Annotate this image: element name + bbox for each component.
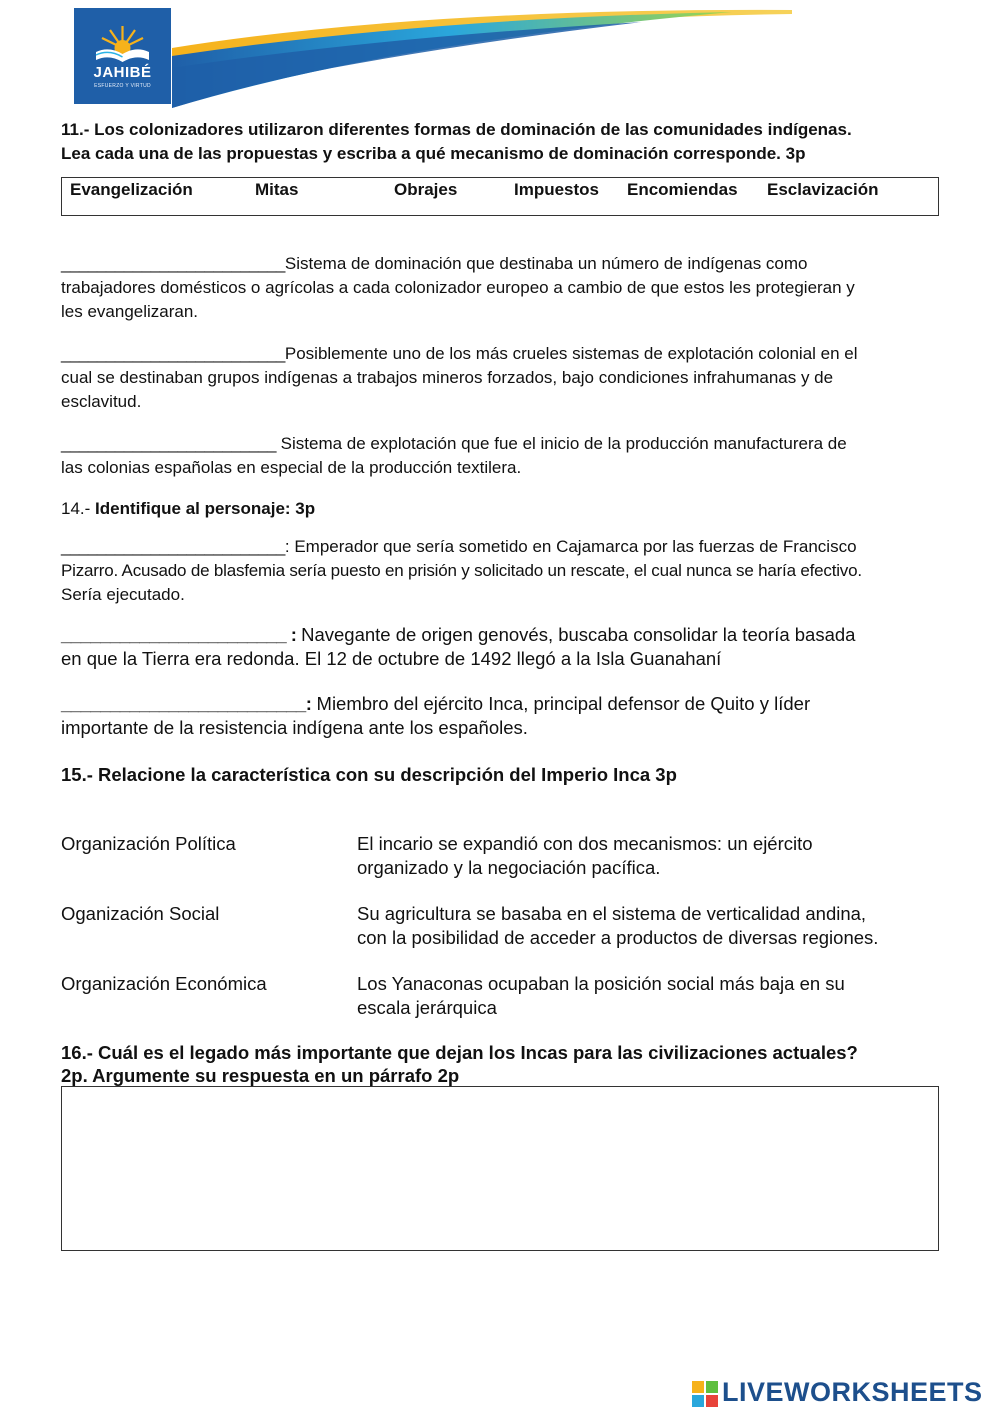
answer-blank[interactable]: _________________________ — [61, 254, 285, 273]
item-text: Sistema de dominación que destinaba un número de indígenas como — [284, 254, 808, 273]
q11-item-3 — [61, 432, 847, 456]
answer-blank[interactable]: _________________________ — [61, 537, 285, 556]
logo-name: JAHIBÉ — [93, 64, 152, 81]
q16-title-line1: 16.- Cuál es el legado más importante que dejan los Incas para las civilizaciones actuales? — [61, 1042, 858, 1063]
item-text: esclavitud. — [61, 392, 142, 411]
answer-blank[interactable]: ________________________ — [61, 434, 276, 453]
q15-right-item-cont: organizado y la negociación pacífica. — [357, 857, 661, 878]
item-text: Posiblemente uno de los más crueles sistemas de explotación colonial en el — [284, 344, 858, 363]
item-text: Pizarro. Acusado de blasfemia sería puesto en prisión y solicitado un rescate, el cual nunca se haría efectivo. — [61, 561, 862, 580]
q16-answer-box[interactable] — [61, 1086, 939, 1251]
word-bank — [61, 177, 939, 216]
liveworksheets-wordmark: LIVEWORKSHEETS — [722, 1377, 983, 1407]
q15-right-item-cont: con la posibilidad de acceder a productos de diversas regiones. — [357, 927, 879, 948]
answer-blank[interactable]: _________________________ — [61, 344, 285, 363]
item-text: Miembro del ejército Inca, principal defensor de Quito y líder — [311, 693, 811, 714]
q15-right-item[interactable]: El incario se expandió con dos mecanismos: un ejército — [357, 833, 813, 854]
q14-item-3 — [61, 692, 810, 716]
answer-blank[interactable]: _________________________: — [61, 693, 312, 714]
item-text: Sería ejecutado. — [61, 585, 185, 604]
word-bank-item: Obrajes — [394, 180, 458, 199]
q15-left-item[interactable]: Organización Económica — [61, 973, 267, 994]
word-bank-item: Esclavización — [767, 180, 879, 199]
word-bank-item: Evangelización — [70, 180, 193, 199]
q11-item-2 — [61, 342, 858, 366]
item-text: les evangelizaran. — [61, 302, 199, 321]
school-logo — [74, 8, 171, 104]
q14-number: 14.- — [61, 499, 96, 518]
item-text: importante de la resistencia indígena ante los españoles. — [61, 717, 528, 738]
item-text: cual se destinaban grupos indígenas a trabajos mineros forzados, bajo condiciones infrahumanas y de — [61, 368, 834, 387]
q14-item-1 — [61, 535, 857, 559]
q11-title-line2: Lea cada una de las propuestas y escriba a qué mecanismo de dominación corresponde. 3p — [61, 144, 806, 163]
q15-left-item[interactable]: Organización Política — [61, 833, 236, 854]
item-text: : Emperador que sería sometido en Cajamarca por las fuerzas de Francisco — [284, 537, 857, 556]
q15-left-item[interactable]: Oganización Social — [61, 903, 220, 924]
word-bank-item: Mitas — [255, 180, 299, 199]
q11-title-line1: 11.- Los colonizadores utilizaron diferentes formas de dominación de las comunidades indígenas. — [61, 120, 852, 139]
q15-title: 15.- Relacione la característica con su descripción del Imperio Inca 3p — [61, 764, 677, 785]
item-text: Sistema de explotación que fue el inicio de la producción manufacturera de — [275, 434, 847, 453]
liveworksheets-brand — [692, 1377, 992, 1409]
item-text: las colonias españolas en especial de la producción textilera. — [61, 458, 522, 477]
item-text: Navegante de origen genovés, buscaba consolidar la teoría basada — [301, 624, 856, 645]
q15-right-item-cont: escala jerárquica — [357, 997, 497, 1018]
logo-tagline: ESFUERZO Y VIRTUD — [94, 83, 151, 89]
word-bank-item: Encomiendas — [627, 180, 738, 199]
q14-title-text: Identifique al personaje: 3p — [95, 499, 316, 518]
item-text: en que la Tierra era redonda. El 12 de octubre de 1492 llegó a la Isla Guanahaní — [61, 648, 722, 669]
liveworksheets-logo-icon — [692, 1381, 718, 1407]
q16-title-line2: 2p. Argumente su respuesta en un párrafo 2p — [61, 1065, 460, 1086]
q15-right-item[interactable]: Su agricultura se basaba en el sistema de verticalidad andina, — [357, 903, 867, 924]
q14-title — [61, 497, 315, 521]
item-text: trabajadores domésticos o agrícolas a cada colonizador europeo a cambio de que estos les protegieran y — [61, 278, 855, 297]
answer-blank[interactable]: _______________________ : — [61, 624, 302, 645]
header-banner — [172, 8, 792, 108]
q15-right-item[interactable]: Los Yanaconas ocupaban la posición social más baja en su — [357, 973, 845, 994]
sunrise-book-icon — [92, 22, 153, 66]
q14-item-2 — [61, 623, 855, 647]
q11-item-1 — [61, 252, 808, 276]
word-bank-item: Impuestos — [514, 180, 600, 199]
